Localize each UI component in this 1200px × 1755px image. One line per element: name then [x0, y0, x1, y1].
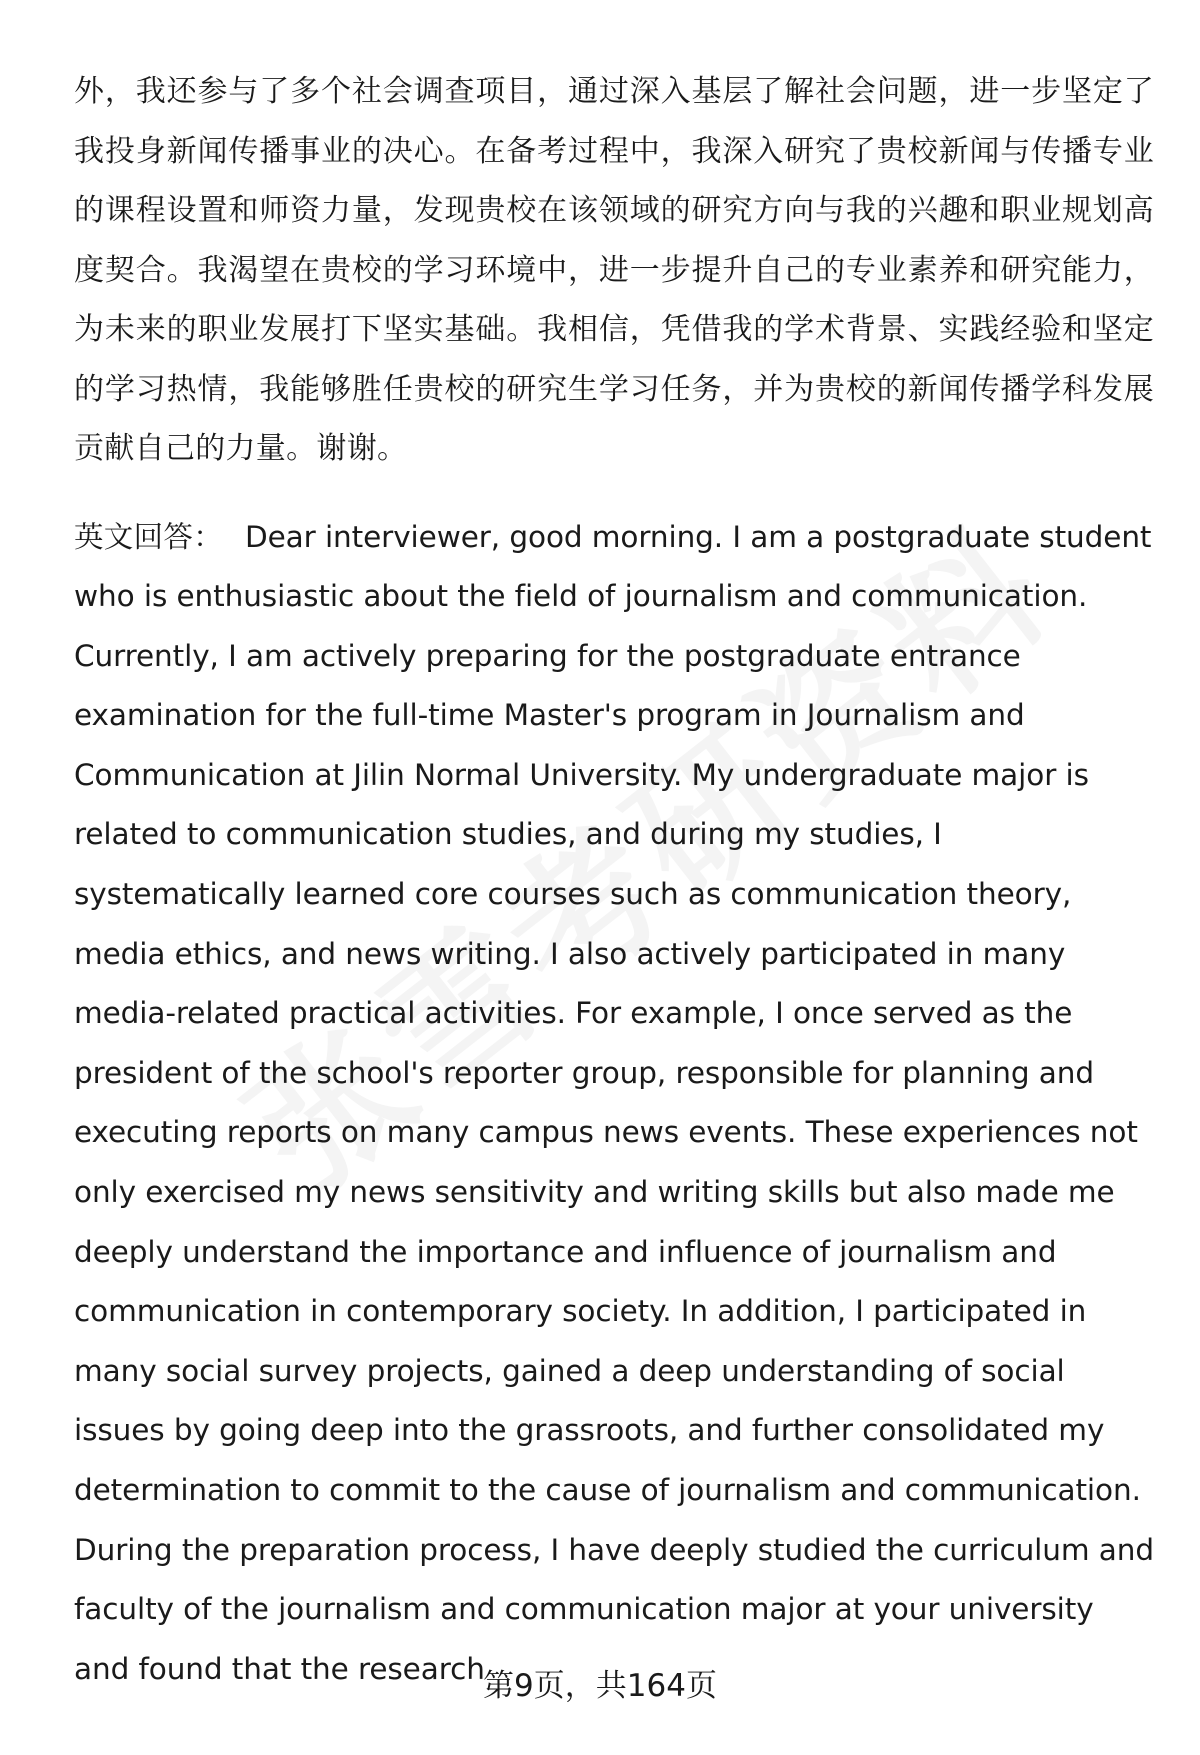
- document-page: [74, 62, 1154, 1699]
- english-answer-paragraph: [74, 508, 1154, 1700]
- english-answer-text: Dear interviewer, good morning. I am a postgraduate student who is enthusiastic about the field of journalism and communication. Currently, I am actively preparing for the postgraduate entrance examination for the full-time Master's program in Journalism and Communication at Jilin Normal University. My undergraduate major is related to communication studies, and during my studies, I systematically learned core courses such as communication theory, media ethics, and news writing. I also actively participated in many media-related practical activities. For example, I once served as the president of the school's reporter group, responsible for planning and executing reports on many campus news events. These experiences not only exercised my news sensitivity and writing skills but also made me deeply understand the importance and influence of journalism and communication in contemporary society. In addition, I participated in many social survey projects, gained a deep understanding of social issues by going deep into the grassroots, and further consolidated my determination to commit to the cause of journalism and communication. During the preparation process, I have deeply studied the curriculum and faculty of the journalism and communication major at your university and found that the research: [74, 519, 1154, 1686]
- page-number: 第9页，共164页: [483, 1668, 717, 1704]
- english-answer-label: 英文回答：: [74, 519, 224, 554]
- chinese-answer-paragraph: 外，我还参与了多个社会调查项目，通过深入基层了解社会问题，进一步坚定了我投身新闻传播事业的决心。在备考过程中，我深入研究了贵校新闻与传播专业的课程设置和师资力量，发现贵校在该领域的研究方向与我的兴趣和职业规划高度契合。我渴望在贵校的学习环境中，进一步提升自己的专业素养和研究能力，为未来的职业发展打下坚实基础。我相信，凭借我的学术背景、实践经验和坚定的学习热情，我能够胜任贵校的研究生学习任务，并为贵校的新闻传播学科发展贡献自己的力量。谢谢。: [74, 74, 1154, 466]
